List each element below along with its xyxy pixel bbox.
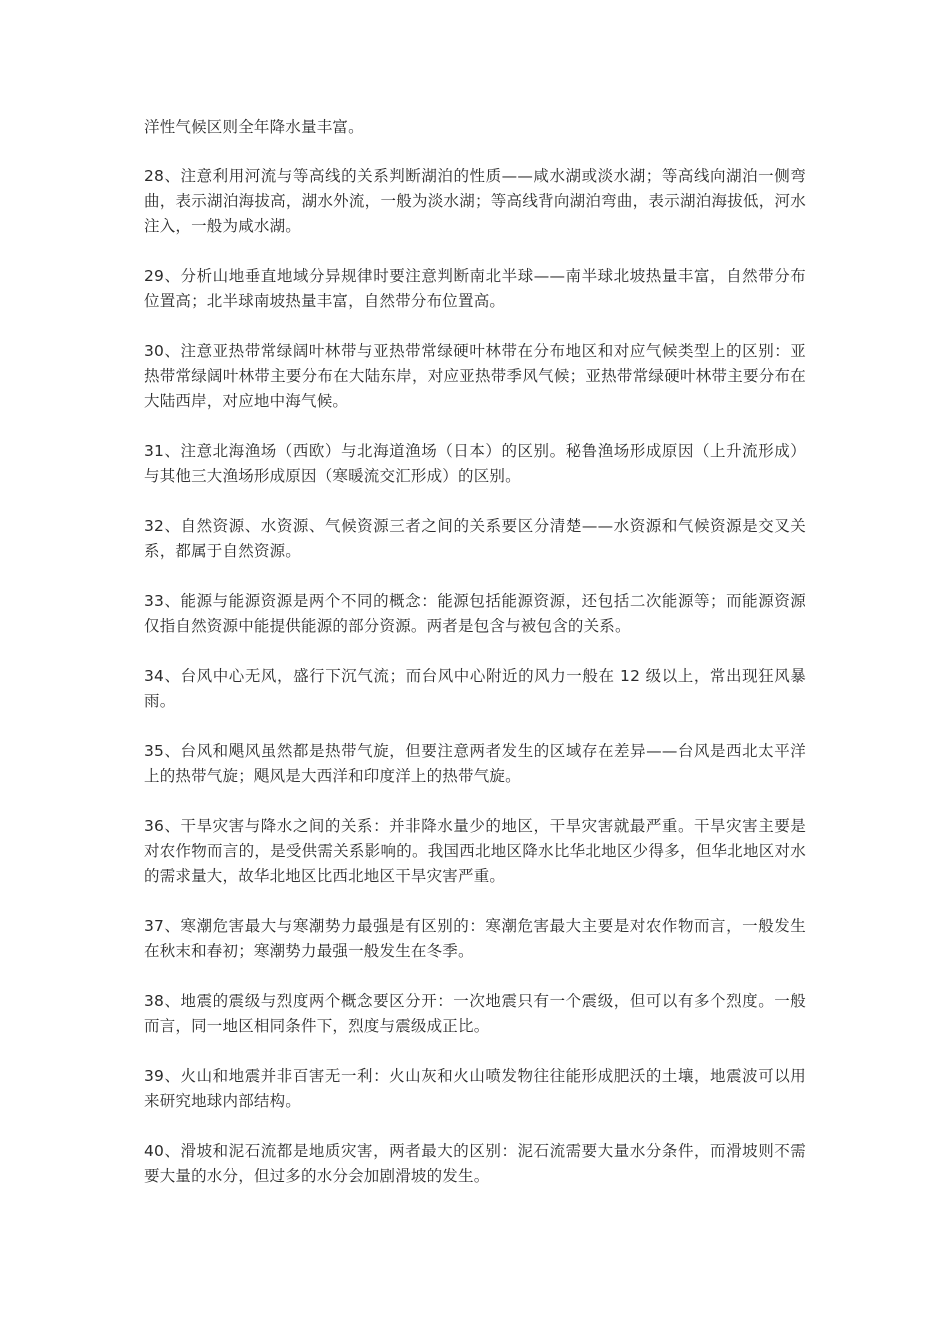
paragraph-item-29: 29、分析山地垂直地域分异规律时要注意判断南北半球——南半球北坡热量丰富，自然带分布位置高；北半球南坡热量丰富，自然带分布位置高。 xyxy=(144,267,806,310)
paragraph-item-33: 33、能源与能源资源是两个不同的概念：能源包括能源资源，还包括二次能源等；而能源资源仅指自然资源中能提供能源的部分资源。两者是包含与被包含的关系。 xyxy=(144,592,806,635)
paragraph-item-37: 37、寒潮危害最大与寒潮势力最强是有区别的：寒潮危害最大主要是对农作物而言，一般发生在秋末和春初；寒潮势力最强一般发生在冬季。 xyxy=(144,917,806,960)
paragraph-item-34: 34、台风中心无风，盛行下沉气流；而台风中心附近的风力一般在 12 级以上，常出现狂风暴雨。 xyxy=(144,667,806,710)
paragraph-item-32: 32、自然资源、水资源、气候资源三者之间的关系要区分清楚——水资源和气候资源是交叉关系，都属于自然资源。 xyxy=(144,517,806,560)
paragraph-item-31: 31、注意北海渔场（西欧）与北海道渔场（日本）的区别。秘鲁渔场形成原因（上升流形成）与其他三大渔场形成原因（寒暖流交汇形成）的区别。 xyxy=(144,442,806,485)
paragraph-item-40: 40、滑坡和泥石流都是地质灾害，两者最大的区别：泥石流需要大量水分条件，而滑坡则不需要大量的水分，但过多的水分会加剧滑坡的发生。 xyxy=(144,1142,806,1185)
paragraph-item-38: 38、地震的震级与烈度两个概念要区分开：一次地震只有一个震级，但可以有多个烈度。一般而言，同一地区相同条件下，烈度与震级成正比。 xyxy=(144,992,806,1035)
paragraph-item-39: 39、火山和地震并非百害无一利：火山灰和火山喷发物往往能形成肥沃的土壤，地震波可以用来研究地球内部结构。 xyxy=(144,1067,806,1110)
paragraph-item-36: 36、干旱灾害与降水之间的关系：并非降水量少的地区，干旱灾害就最严重。干旱灾害主要是对农作物而言的，是受供需关系影响的。我国西北地区降水比华北地区少得多，但华北地区对水的需求量大，故华北地区比西北地区干旱灾害严重。 xyxy=(144,817,806,885)
paragraph-item-35: 35、台风和飓风虽然都是热带气旋，但要注意两者发生的区域存在差异——台风是西北太平洋上的热带气旋；飓风是大西洋和印度洋上的热带气旋。 xyxy=(144,742,806,785)
paragraph-continuation: 洋性气候区则全年降水量丰富。 xyxy=(144,118,364,136)
paragraph-item-28: 28、注意利用河流与等高线的关系判断湖泊的性质——咸水湖或淡水湖；等高线向湖泊一侧弯曲，表示湖泊海拔高，湖水外流，一般为淡水湖；等高线背向湖泊弯曲，表示湖泊海拔低，河水注入，一般为咸水湖。 xyxy=(144,167,806,235)
paragraph-item-30: 30、注意亚热带常绿阔叶林带与亚热带常绿硬叶林带在分布地区和对应气候类型上的区别：亚热带常绿阔叶林带主要分布在大陆东岸，对应亚热带季风气候；亚热带常绿硬叶林带主要分布在大陆西岸，对应地中海气候。 xyxy=(144,342,806,410)
document-page xyxy=(144,115,806,1214)
